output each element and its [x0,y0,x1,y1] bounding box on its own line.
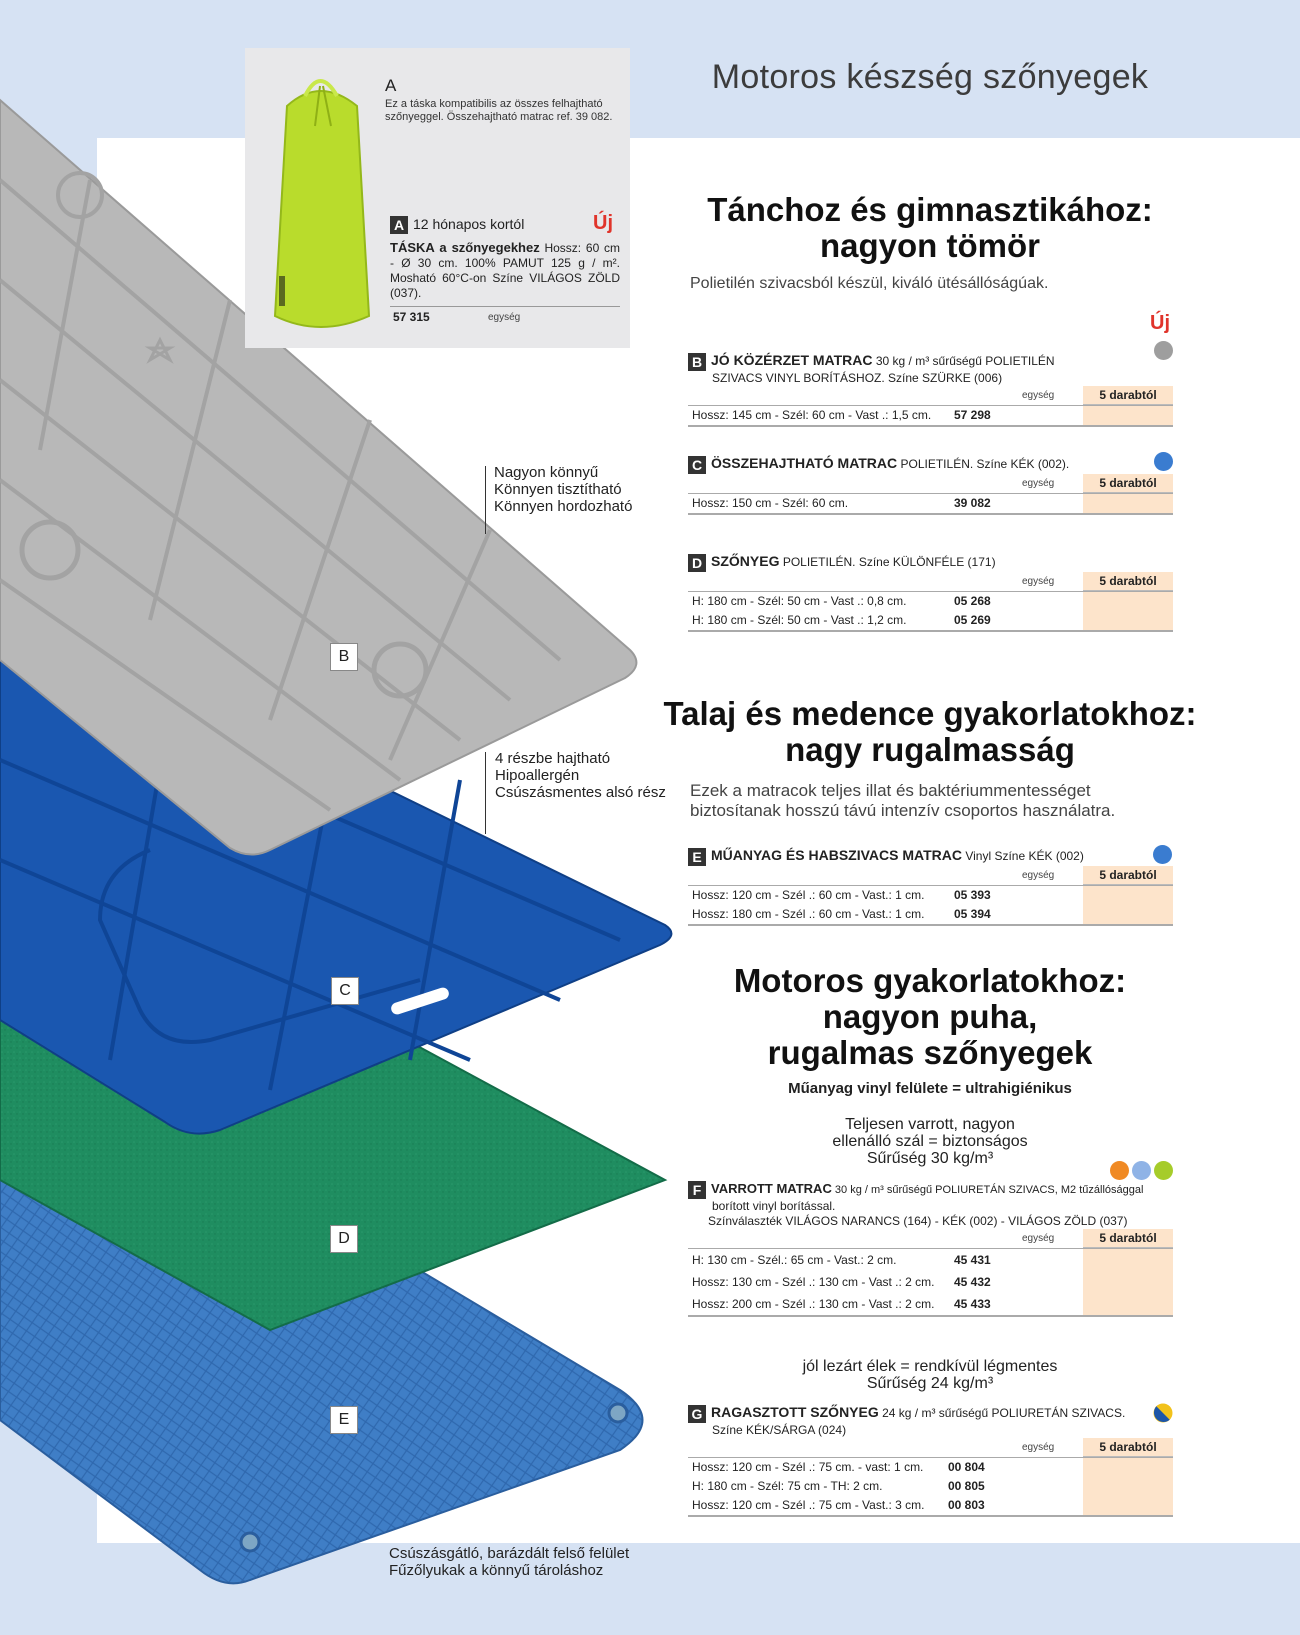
dimension: Hossz: 120 cm - Szél .: 60 cm - Vast.: 1 cm. [692,887,925,902]
dimension: Hossz: 145 cm - Szél: 60 cm - Vast .: 1,5 cm. [692,407,932,422]
mat-label-d: D [330,1225,358,1253]
product-badge: E [688,848,706,866]
new-badge: Új [593,212,613,234]
ref-number: 39 082 [954,495,991,510]
product-badge: C [688,456,706,474]
table-row [688,886,1173,905]
bag-product-box [245,48,630,348]
heading-line: Tánchoz és gimnasztikához: [707,191,1153,228]
moq-label: 5 darabtól [1083,572,1173,591]
page-title: Motoros készség szőnyegek [711,58,1149,96]
moq-label: 5 darabtól [1083,1229,1173,1248]
product-badge: B [688,353,706,371]
bag-letter: A [385,76,397,95]
moq-label: 5 darabtól [1083,474,1173,493]
bag-ref: 57 315 [393,310,430,324]
product-badge: G [688,1405,706,1423]
table-row [688,1249,1173,1271]
ref-number: 45 433 [954,1297,991,1312]
product-f [688,1181,1173,1317]
ref-number: 05 393 [954,887,991,902]
bag-age [390,216,524,234]
product-name: JÓ KÖZÉRZET MATRAC [711,352,873,368]
product-d [688,553,1173,632]
ref-number: 57 298 [954,407,991,422]
section3-features [760,1116,1100,1167]
product-sub: borított vinyl borítással. [712,1199,836,1214]
table-row [688,406,1173,425]
product-name: SZŐNYEG [711,553,780,569]
product-g [688,1404,1173,1517]
feature-line: jól lezárt élek = rendkívül légmentes [802,1358,1058,1375]
bag-unit: egység [488,312,521,323]
table-row [688,1293,1173,1315]
product-b [688,352,1173,427]
bag-image [265,66,375,336]
table-row [688,1496,1173,1515]
callout-text: Hipoallergén [495,767,580,784]
callout-text: Csúszásgátló, barázdált felső felület [389,1545,630,1562]
product-badge: F [688,1181,706,1199]
ref-number: 00 803 [948,1497,985,1512]
ref-number: 05 394 [954,906,991,921]
product-name: RAGASZTOTT SZŐNYEG [711,1404,879,1420]
callout-text: Csúszásmentes alsó rész [495,784,666,801]
product-desc: 24 kg / m³ sűrűségű POLIURETÁN SZIVACS. [882,1406,1126,1420]
product-desc: POLIETILÉN. Színe KÉK (002). [900,457,1070,471]
ref-number: 05 269 [954,612,991,627]
heading-line: Talaj és medence gyakorlatokhoz: [663,695,1197,732]
section2-heading [650,696,1210,768]
product-name: VARROTT MATRAC [711,1181,832,1196]
section3-tagline: Műanyag vinyl felülete = ultrahigiénikus [788,1080,1072,1097]
unit-label: egység [1022,389,1055,401]
callout-text: Fűzőlyukak a könnyű tároláshoz [389,1562,604,1579]
color-dot-orange [1110,1161,1129,1180]
dimension: H: 180 cm - Szél: 75 cm - TH: 2 cm. [692,1478,883,1493]
callout-text: Könnyen tisztítható [494,481,622,498]
new-badge: Új [1150,312,1170,334]
mat-label-c: C [331,977,359,1005]
feature-line: Sűrűség 30 kg/m³ [866,1150,994,1167]
callout-line [485,466,486,534]
feature-line: Sűrűség 24 kg/m³ [866,1375,994,1392]
bag-description: Ez a táska kompatibilis az összes felhajtható szőnyeggel. Összehajtható matrac ref. 39 082. [385,98,613,123]
color-dot-lightblue [1132,1161,1151,1180]
table-row [688,494,1173,513]
ref-number: 45 432 [954,1275,991,1290]
dimension: Hossz: 120 cm - Szél .: 75 cm. - vast: 1 cm. [692,1459,924,1474]
product-badge: D [688,554,706,572]
product-badge: A [390,216,408,234]
callout-line [485,752,486,834]
product-name: MŰANYAG ÉS HABSZIVACS MATRAC [711,847,962,863]
mat-label-b: B [330,643,358,671]
product-sub: Színe KÉK/SÁRGA (024) [712,1422,847,1437]
dimension: Hossz: 180 cm - Szél .: 60 cm - Vast.: 1 cm. [692,906,925,921]
table-row [688,1458,1173,1477]
product-desc: 30 kg / m³ sűrűségű POLIURETÁN SZIVACS, M2 tűzállósággal [834,1184,1144,1196]
product-rows [688,591,1173,632]
ref-number: 00 805 [948,1478,985,1493]
dimension: H: 130 cm - Szél.: 65 cm - Vast.: 2 cm. [692,1253,897,1268]
bag-name: TÁSKA a szőnyegekhez [390,240,540,255]
heading-line: nagyon puha, [822,998,1038,1035]
moq-label: 5 darabtól [1083,866,1173,885]
callout-text: Könnyen hordozható [494,498,633,515]
dimension: H: 180 cm - Szél: 50 cm - Vast .: 1,2 cm. [692,612,907,627]
unit-label: egység [1022,869,1055,881]
unit-label: egység [1022,477,1055,489]
table-row [688,905,1173,924]
section1-heading [660,192,1200,264]
dimension: H: 180 cm - Szél: 50 cm - Vast .: 0,8 cm. [692,593,907,608]
section1-subtitle: Polietilén szivacsból készül, kiváló ütésállóságúak. [690,275,1049,292]
heading-line: rugalmas szőnyegek [767,1034,1093,1071]
product-rows [688,1457,1173,1517]
product-desc: POLIETILÉN. Színe KÜLÖNFÉLE (171) [782,555,996,569]
product-desc: Vinyl Színe KÉK (002) [965,849,1084,863]
grommet-icon [609,1404,627,1422]
product-rows [688,1248,1173,1317]
feature-line: ellenálló szál = biztonságos [832,1133,1028,1150]
subtitle-line: biztosítanak hosszú távú intenzív csoportos használatra. [690,801,1116,820]
product-name: ÖSSZEHAJTHATÓ MATRAC [711,455,898,471]
dimension: Hossz: 200 cm - Szél .: 130 cm - Vast .: 2 cm. [692,1297,935,1312]
heading-line: Motoros gyakorlatokhoz: [733,962,1127,999]
callout-text: 4 részbe hajtható [495,750,611,767]
color-dot-green [1154,1161,1173,1180]
unit-label: egység [1022,1441,1055,1453]
product-rows [688,885,1173,926]
callout-e [389,1545,629,1579]
product-c [688,455,1173,515]
callout-c [495,750,666,801]
feature-line: Teljesen varrott, nagyon [845,1116,1015,1133]
product-rows [688,405,1173,427]
ref-number: 05 268 [954,593,991,608]
grommet-icon [241,1533,259,1551]
heading-line: nagy rugalmasság [785,731,1075,768]
unit-label: egység [1022,575,1055,587]
product-desc: 30 kg / m³ sűrűségű POLIETILÉN [875,354,1055,368]
heading-line: nagyon tömör [820,227,1040,264]
section3-heading [660,963,1200,1071]
product-sub: Színválaszték VILÁGOS NARANCS (164) - KÉK (002) - VILÁGOS ZÖLD (037) [708,1214,1128,1229]
product-e [688,847,1173,926]
dimension: Hossz: 150 cm - Szél: 60 cm. [692,495,849,510]
table-row [688,611,1173,630]
moq-label: 5 darabtól [1083,386,1173,405]
product-g-features [760,1358,1100,1392]
bag-product-text [390,240,620,301]
table-row [688,1477,1173,1496]
mat-label-e: E [330,1406,358,1434]
divider [390,306,620,307]
ref-number: 45 431 [954,1253,991,1268]
product-rows [688,493,1173,515]
product-sub: SZIVACS VINYL BORÍTÁSHOZ. Színe SZÜRKE (006) [712,370,1003,385]
dimension: Hossz: 120 cm - Szél .: 75 cm - Vast.: 3 cm. [692,1497,925,1512]
moq-label: 5 darabtól [1083,1438,1173,1457]
dimension: Hossz: 130 cm - Szél .: 130 cm - Vast .: 2 cm. [692,1275,935,1290]
ref-number: 00 804 [948,1459,985,1474]
subtitle-line: Ezek a matracok teljes illat és baktériummentességet [690,781,1091,800]
table-row [688,1271,1173,1293]
age-text: 12 hónapos kortól [413,216,525,232]
unit-label: egység [1022,1233,1055,1245]
table-row [688,592,1173,611]
section2-subtitle [690,781,1115,821]
callout-b [494,464,632,515]
bag-details: Hossz: 60 cm - Ø 30 cm. 100% PAMUT 125 g / m². Mosható 60°C-on Színe VILÁGOS ZÖLD (037). [390,241,620,300]
callout-text: Nagyon könnyű [494,464,599,481]
